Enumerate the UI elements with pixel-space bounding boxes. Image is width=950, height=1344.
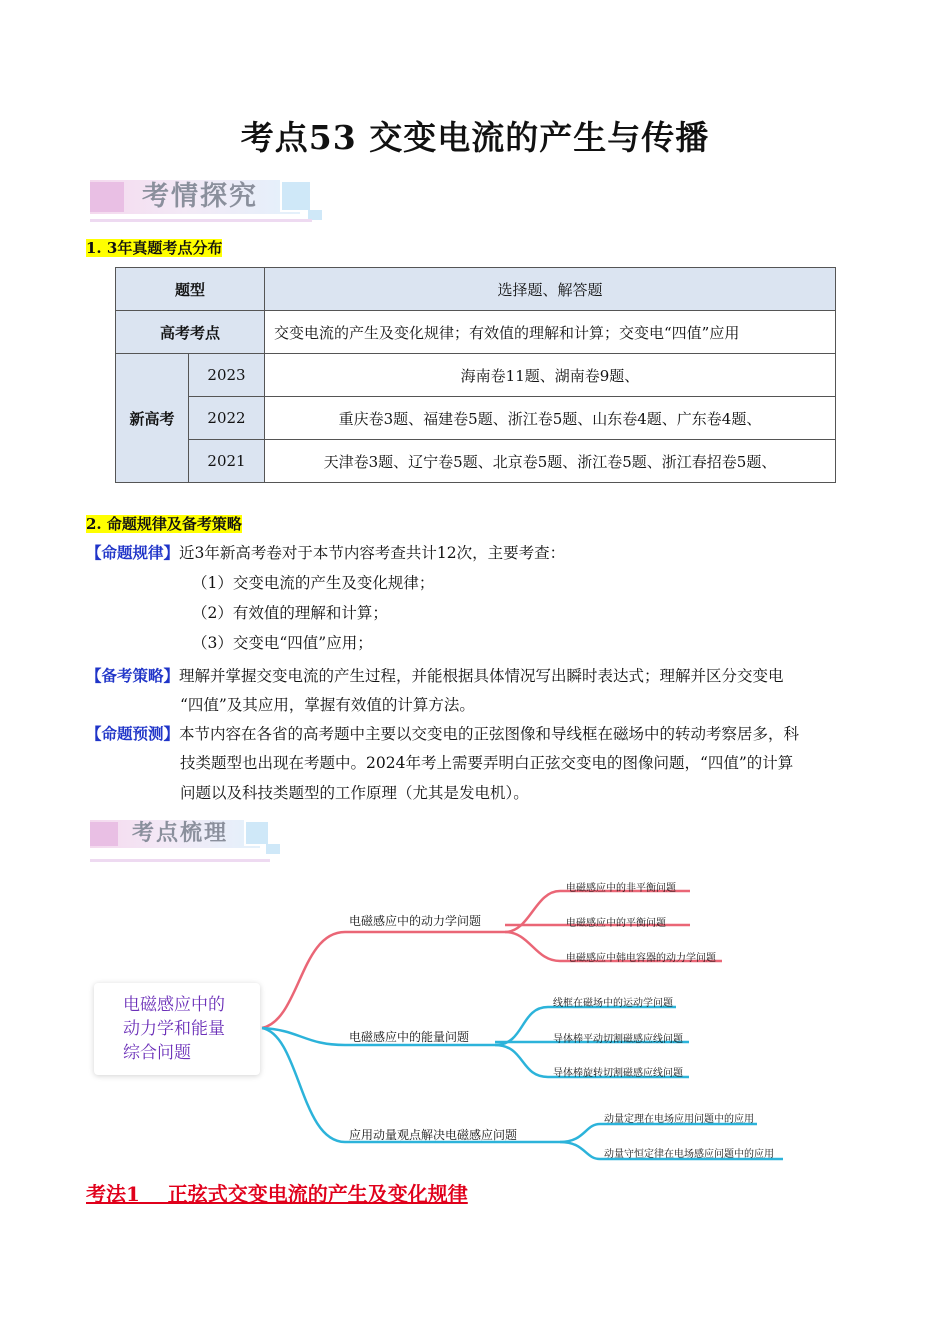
predict-paragraph — [86, 719, 886, 749]
section-banner-overview — [90, 820, 270, 862]
table-year: 2021 — [189, 440, 265, 483]
mindmap-leaf: 动量守恒定律在电场感应问题中的应用 — [604, 1149, 774, 1160]
predict-line: 问题以及科技类题型的工作原理（尤其是发电机）。 — [180, 784, 529, 802]
table-row-items: 天津卷3题、辽宁卷5题、北京卷5题、浙江卷5题、浙江春招卷5题、 — [265, 440, 836, 483]
mindmap-root-line: 动力学和能量 — [123, 1019, 225, 1039]
mindmap-branch: 应用动量观点解决电磁感应问题 — [349, 1128, 518, 1142]
mindmap-root-line: 综合问题 — [123, 1043, 191, 1063]
exam-distribution-table — [115, 267, 836, 483]
rule-text: 近3年新高考卷对于本节内容考查共计12次，主要考查： — [179, 544, 566, 562]
predict-line: 本节内容在各省的高考题中主要以交变电的正弦图像和导线框在磁场中的转动考察居多，科 — [179, 725, 800, 743]
mindmap-leaf: 导体棒平动切割磁感应线问题 — [553, 1034, 683, 1045]
mindmap-leaf: 线框在磁场中的运动学问题 — [553, 998, 673, 1009]
section-heading-distribution: 1. 3年真题考点分布 — [86, 239, 223, 257]
predict-tag: 【命题预测】 — [86, 724, 180, 743]
mindmap-branch: 电磁感应中的能量问题 — [349, 1030, 470, 1044]
method-heading: 考法1 正弦式交变电流的产生及变化规律 — [86, 1182, 468, 1206]
rule-item: （2）有效值的理解和计算； — [192, 604, 388, 622]
rule-paragraph — [86, 538, 876, 568]
strategy-paragraph — [86, 661, 886, 691]
mindmap-leaf: 电磁感应中韩电容器的动力学问题 — [566, 953, 716, 964]
strategy-line: “四值”及其应用，掌握有效值的计算方法。 — [180, 696, 475, 714]
page-title: 考点53 交变电流的产生与传播 — [240, 118, 710, 157]
table-header-points: 高考考点 — [116, 311, 265, 354]
rule-tag: 【命题规律】 — [86, 543, 180, 562]
table-row-items: 重庆卷3题、福建卷5题、浙江卷5题、山东卷4题、广东卷4题、 — [265, 397, 836, 440]
banner-title: 考情探究 — [142, 181, 258, 212]
banner-title: 考点梳理 — [132, 821, 229, 846]
strategy-line: 理解并掌握交变电流的产生过程，并能根据具体情况写出瞬时表达式；理解并区分交变电 — [179, 667, 784, 685]
strategy-tag: 【备考策略】 — [86, 666, 180, 685]
rule-item: （1）交变电流的产生及变化规律； — [192, 574, 435, 592]
mindmap-root-line: 电磁感应中的 — [123, 995, 225, 1015]
table-year: 2022 — [189, 397, 265, 440]
section-banner-analysis — [90, 180, 312, 222]
table-cell-type-value: 选择题、解答题 — [265, 268, 836, 311]
table-cell-points-value: 交变电流的产生及变化规律；有效值的理解和计算；交变电“四值”应用 — [265, 311, 836, 354]
mindmap-branch: 电磁感应中的动力学问题 — [349, 914, 482, 928]
predict-line: 技类题型也出现在考题中。2024年考上需要弄明白正弦交变电的图像问题，“四值”的计算 — [180, 754, 794, 772]
mindmap-leaf: 电磁感应中的非平衡问题 — [566, 883, 676, 894]
mindmap-leaf: 导体棒旋转切割磁感应线问题 — [553, 1068, 683, 1079]
rule-item: （3）交变电“四值”应用； — [192, 634, 373, 652]
table-year: 2023 — [189, 354, 265, 397]
table-header-type: 题型 — [116, 268, 265, 311]
mindmap-leaf: 动量定理在电场应用问题中的应用 — [604, 1114, 754, 1125]
mindmap-leaf: 电磁感应中的平衡问题 — [566, 918, 666, 929]
section-heading-strategy: 2. 命题规律及备考策略 — [86, 515, 242, 533]
table-group-label: 新高考 — [116, 354, 189, 483]
table-row-items: 海南卷11题、湖南卷9题、 — [265, 354, 836, 397]
